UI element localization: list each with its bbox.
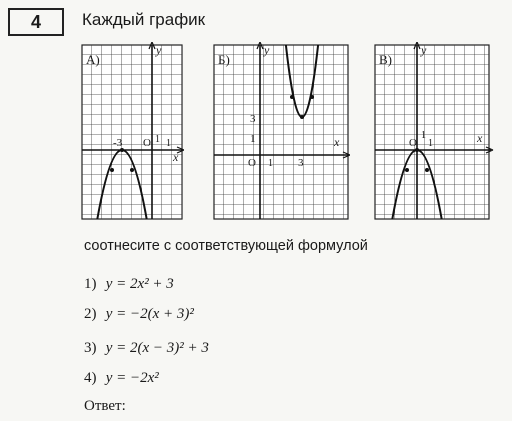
formula-option bbox=[84, 306, 194, 323]
graph-c bbox=[373, 42, 497, 222]
graph-c-origin: O bbox=[409, 137, 417, 149]
graph-a bbox=[80, 42, 184, 222]
formula-option bbox=[84, 370, 159, 387]
graph-b-origin: O bbox=[248, 157, 256, 169]
option-number: 3) bbox=[84, 340, 97, 356]
graph-c-tick: 1 bbox=[428, 138, 433, 149]
graph-a-origin: O bbox=[143, 137, 151, 149]
instruction-text: соотнесите с соответствующей формулой bbox=[84, 238, 368, 254]
graph-b-tick: 1 bbox=[250, 133, 256, 145]
graph-b-label: Б) bbox=[218, 52, 230, 67]
option-formula: y = −2x² bbox=[105, 370, 159, 386]
task-number: 4 bbox=[8, 8, 64, 36]
graph-a-x-label: x bbox=[173, 150, 179, 164]
option-number: 1) bbox=[84, 276, 97, 292]
formula-option bbox=[84, 276, 174, 293]
graph-b-x-label: x bbox=[334, 135, 340, 149]
option-formula: y = −2(x + 3)² bbox=[105, 306, 194, 322]
graph-b-tick: 3 bbox=[250, 113, 256, 125]
graph-b-y-label: y bbox=[264, 43, 270, 57]
graph-b-tick: 1 bbox=[268, 158, 273, 169]
graph-c-label: В) bbox=[379, 52, 392, 67]
option-number: 4) bbox=[84, 370, 97, 386]
graph-a-tick: 1 bbox=[166, 138, 171, 149]
formula-option bbox=[84, 340, 209, 357]
graph-b-tick: 3 bbox=[298, 157, 304, 169]
option-formula: y = 2(x − 3)² + 3 bbox=[105, 340, 209, 356]
graph-c-x-label: x bbox=[477, 131, 483, 145]
task-title: Каждый график bbox=[82, 10, 206, 29]
graph-c-y-label: y bbox=[421, 43, 427, 57]
option-number: 2) bbox=[84, 306, 97, 322]
graph-a-label: А) bbox=[86, 52, 100, 67]
answer-label: Ответ: bbox=[84, 398, 126, 414]
graph-a-tick: 1 bbox=[155, 134, 160, 145]
option-formula: y = 2x² + 3 bbox=[105, 276, 174, 292]
graph-a-tick: -3 bbox=[113, 137, 123, 149]
graph-c-tick: 1 bbox=[421, 130, 426, 141]
graph-a-y-label: y bbox=[156, 43, 162, 57]
graph-b bbox=[212, 42, 350, 222]
